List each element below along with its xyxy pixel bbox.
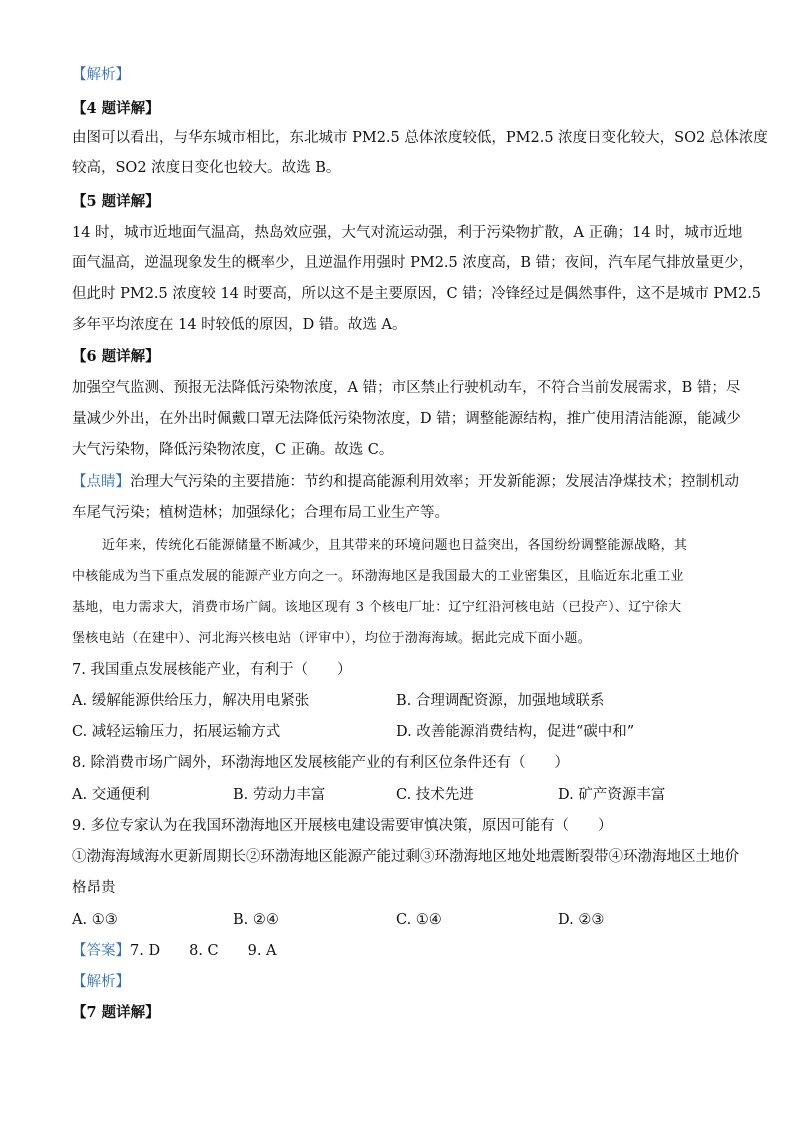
dianjing-label: 【点睛】 <box>72 474 130 490</box>
passage-line-3: 基地，电力需求大，消费市场广阔。该地区现有 3 个核电厂址：辽宁红沿河核电站（已投产）、辽宁徐大 <box>72 600 682 615</box>
q9-option-b: B. ②④ <box>233 912 279 928</box>
answer-label: 【答案】 <box>72 943 130 959</box>
q9-option-d: D. ②③ <box>558 912 605 928</box>
q9-statements-line-1: ①渤海海域海水更新周期长②环渤海地区能源产能过剩③环渤海地区地处地震断裂带④环渤海地区土地价 <box>72 849 739 865</box>
q5-text-line-2: 面气温高，逆温现象发生的概率少，且逆温作用强时 PM2.5 浓度高，B 错；夜间，汽车尾气排放量更少， <box>72 255 754 271</box>
q7-option-a: A. 缓解能源供给压力，解决用电紧张 <box>72 693 310 709</box>
answer-line <box>72 941 277 961</box>
q7-option-c: C. 减轻运输压力，拓展运输方式 <box>72 724 281 740</box>
passage-line-1: 近年来，传统化石能源储量不断减少，且其带来的环境问题也日益突出，各国纷纷调整能源战略，其 <box>102 538 688 553</box>
q5-detail-label: 【5 题详解】 <box>72 193 160 210</box>
q7-option-d: D. 改善能源消费结构，促进“碳中和” <box>396 724 635 740</box>
q6-detail-label: 【6 题详解】 <box>72 348 160 365</box>
q8-option-c: C. 技术先进 <box>396 787 474 803</box>
analysis-label-2: 【解析】 <box>72 974 130 990</box>
q4-text-line-2: 较高，SO2 浓度日变化也较大。故选 B。 <box>72 160 341 176</box>
q7-detail-label: 【7 题详解】 <box>72 1004 160 1021</box>
q9-option-a: A. ①③ <box>72 912 118 928</box>
q6-text-line-2: 量减少外出，在外出时佩戴口罩无法降低污染物浓度，D 错；调整能源结构，推广使用清洁能源，能减少 <box>72 411 741 427</box>
q9-stem: 9. 多位专家认为在我国环渤海地区开展核电建设需要审慎决策，原因可能有（ ） <box>72 818 613 834</box>
q8-stem: 8. 除消费市场广阔外，环渤海地区发展核能产业的有利区位条件还有（ ） <box>72 755 569 771</box>
analysis-label: 【解析】 <box>72 67 130 83</box>
q8-option-a: A. 交通便利 <box>72 787 150 803</box>
q8-option-b: B. 劳动力丰富 <box>233 787 326 803</box>
q9-option-c: C. ①④ <box>396 912 442 928</box>
q7-option-b: B. 合理调配资源，加强地域联系 <box>396 693 605 709</box>
passage-line-2: 中核能成为当下重点发展的能源产业方向之一。环渤海地区是我国最大的工业密集区，且临近东北重工业 <box>72 569 684 584</box>
q7-stem: 7. 我国重点发展核能产业，有利于（ ） <box>72 662 352 678</box>
q5-text-line-1: 14 时，城市近地面气温高，热岛效应强，大气对流运动强，利于污染物扩散，A 正确；14 时，城市近地 <box>72 225 743 241</box>
q6-text-line-1: 加强空气监测、预报无法降低污染物浓度，A 错；市区禁止行驶机动车，不符合当前发展需求，B 错；尽 <box>72 380 741 396</box>
dianjing-line-1 <box>72 472 739 492</box>
q5-text-line-3: 但此时 PM2.5 浓度较 14 时要高，所以这不是主要原因，C 错；冷锋经过是偶然事件，这不是城市 PM2.5 <box>72 286 762 302</box>
q5-text-line-4: 多年平均浓度在 14 时较低的原因，D 错。故选 A。 <box>72 317 407 333</box>
passage-line-4: 堡核电站（在建中）、河北海兴核电站（评审中），均位于渤海海域。据此完成下面小题。 <box>72 631 592 646</box>
q9-statements-line-2: 格昂贵 <box>72 880 116 896</box>
q8-option-d: D. 矿产资源丰富 <box>558 787 666 803</box>
q4-detail-label: 【4 题详解】 <box>72 100 160 117</box>
q6-text-line-3: 大气污染物，降低污染物浓度，C 正确。故选 C。 <box>72 442 394 458</box>
dianjing-text-1: 治理大气污染的主要措施：节约和提高能源利用效率；开发新能源；发展洁净煤技术；控制机动 <box>130 474 739 490</box>
q4-text-line-1: 由图可以看出，与华东城市相比，东北城市 PM2.5 总体浓度较低，PM2.5 浓度日变化较大，SO2 总体浓度 <box>72 130 768 146</box>
dianjing-text-line-2: 车尾气污染；植树造林；加强绿化；合理布局工业生产等。 <box>72 505 449 521</box>
answer-text: 7. D 8. C 9. A <box>130 943 277 959</box>
